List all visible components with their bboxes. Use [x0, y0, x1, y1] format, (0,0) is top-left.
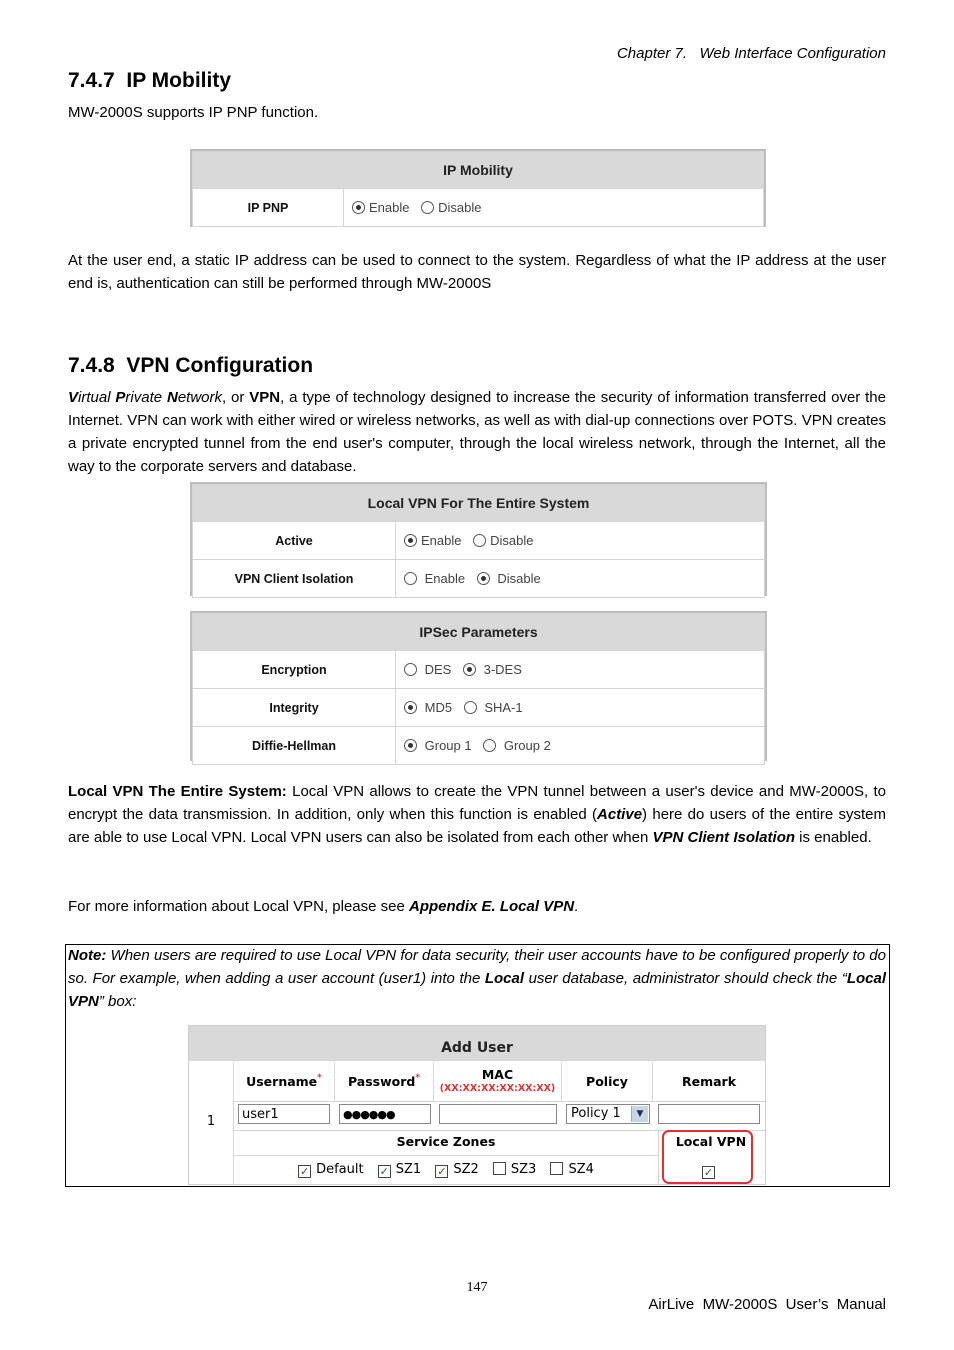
note-local: Local: [484, 970, 525, 987]
integrity-sha1-radio[interactable]: [464, 700, 523, 715]
required-star: *: [415, 1073, 421, 1083]
zone-label: SZ1: [395, 1162, 422, 1177]
dh-group1-radio[interactable]: [404, 738, 472, 753]
ip-mobility-panel-title: IP Mobility: [193, 152, 764, 189]
mac-input[interactable]: [439, 1104, 557, 1124]
vpn-intro-v: V: [68, 389, 79, 406]
integrity-label: Integrity: [193, 689, 396, 727]
radio-selected-icon: [404, 701, 417, 714]
password-input[interactable]: ●●●●●●: [339, 1104, 431, 1124]
col-policy-header: Policy: [562, 1062, 653, 1101]
vpn-intro-p: P: [115, 389, 126, 406]
zone-sz3-checkbox[interactable]: [493, 1162, 536, 1177]
ipsec-panel: [190, 611, 767, 761]
dh-group2-radio[interactable]: [483, 738, 551, 753]
local-vpn-description-isolation: VPN Client Isolation: [652, 829, 796, 846]
zone-label: Default: [316, 1162, 364, 1177]
local-vpn-label: Local VPN: [675, 1134, 747, 1149]
row-number: 1: [206, 1114, 216, 1129]
zone-label: SZ2: [453, 1162, 479, 1177]
radio-label: Disable: [497, 571, 541, 586]
appendix-reference-link: Appendix E. Local VPN: [409, 898, 575, 915]
encryption-options: [396, 651, 765, 689]
radio-label: DES: [424, 662, 452, 677]
checkbox-checked-icon: ✓: [379, 1165, 389, 1178]
radio-selected-icon: [477, 572, 490, 585]
col-remark-header: Remark: [681, 1074, 737, 1089]
radio-icon: [464, 701, 477, 714]
ip-pnp-options: [344, 189, 764, 227]
appendix-reference: [68, 895, 886, 918]
zone-label: SZ3: [510, 1162, 537, 1177]
col-password-label: Password: [347, 1074, 416, 1089]
local-vpn-panel-title: Local VPN For The Entire System: [193, 485, 765, 522]
encryption-3des-radio[interactable]: [463, 662, 522, 677]
remark-input[interactable]: [658, 1104, 760, 1124]
section-title-ip-mobility: 7.4.7 IP Mobility: [68, 69, 231, 92]
note-text-a: When users are required to use Local VPN for data security, their user accounts have to be configured properly to do so. For example, when adding a user account (user1) into the: [68, 947, 886, 987]
appendix-reference-text: For more information about Local VPN, please see: [68, 898, 410, 915]
vpn-intro-n: N: [166, 389, 178, 406]
checkbox-icon: [493, 1162, 506, 1175]
radio-selected-icon: [404, 534, 417, 547]
chevron-down-icon: ▼: [631, 1106, 648, 1122]
zone-default-checkbox[interactable]: [298, 1162, 364, 1177]
zone-label: SZ4: [568, 1162, 594, 1177]
local-vpn-highlight: [662, 1130, 753, 1184]
chapter-header: Chapter 7. Web Interface Configuration: [616, 45, 886, 62]
col-mac-header: [434, 1062, 562, 1101]
required-star: *: [317, 1073, 322, 1083]
vpn-intro-etwork: etwork: [177, 389, 222, 406]
add-user-title: Add User: [189, 1026, 765, 1061]
vpn-intro-rivate: rivate: [125, 389, 167, 406]
encryption-des-radio[interactable]: [404, 662, 451, 677]
local-vpn-description-a: Local VPN allows to create the VPN tunnel between a user's device and MW-2000S, to encrypt the data transmission. In addition, only when this function is enabled (: [68, 783, 886, 823]
active-disable-radio[interactable]: [473, 533, 533, 548]
policy-select[interactable]: [566, 1104, 650, 1124]
vpn-intro-rest: , a type of technology designed to increase the security of information transferred over the Internet. VPN can work with either wired or wireless networks, as well as with dial-up connections over POTS. VPN creates a private encrypted tunnel from the end user's computer, through the local wireless network, through the Internet, all the way to the corporate servers and database.: [68, 389, 886, 475]
diffie-hellman-label: Diffie-Hellman: [193, 727, 396, 765]
col-username-label: Username: [246, 1074, 318, 1089]
ip-pnp-enable-radio[interactable]: [352, 200, 409, 215]
note-text-b: user database, administrator should check the “: [524, 970, 847, 987]
radio-icon: [473, 534, 486, 547]
note-text-c: ” box:: [98, 993, 137, 1010]
note-lead: Note:: [68, 947, 107, 964]
local-vpn-panel: [190, 482, 767, 596]
radio-label: Group 1: [424, 738, 472, 753]
appendix-reference-end: .: [574, 898, 579, 915]
radio-label: Enable: [421, 533, 462, 548]
radio-label: Disable: [490, 533, 534, 548]
local-vpn-description-active: Active: [597, 806, 643, 823]
isolation-disable-radio[interactable]: [477, 571, 541, 586]
col-password-header: [335, 1062, 434, 1101]
radio-selected-icon: [404, 739, 417, 752]
radio-label: Enable: [369, 200, 410, 215]
col-mac-label: MAC: [481, 1067, 514, 1082]
ipsec-panel-title: IPSec Parameters: [193, 614, 765, 651]
zone-sz4-checkbox[interactable]: [550, 1162, 593, 1177]
ip-pnp-disable-radio[interactable]: [421, 200, 481, 215]
vpn-intro-irtual: irtual: [78, 389, 116, 406]
ip-mobility-panel: [190, 149, 766, 227]
active-label: Active: [193, 522, 396, 560]
vpn-intro-or: , or: [222, 389, 250, 406]
policy-select-value: Policy 1: [571, 1106, 621, 1121]
radio-label: Disable: [438, 200, 482, 215]
radio-icon: [404, 572, 417, 585]
checkbox-checked-icon: ✓: [703, 1166, 714, 1179]
isolation-enable-radio[interactable]: [404, 571, 465, 586]
integrity-md5-radio[interactable]: [404, 700, 452, 715]
radio-selected-icon: [463, 663, 476, 676]
client-isolation-options: [396, 560, 765, 598]
zone-sz1-checkbox[interactable]: [378, 1162, 421, 1177]
radio-icon: [404, 663, 417, 676]
section-title-vpn: 7.4.8 VPN Configuration: [68, 354, 314, 377]
ip-pnp-label: IP PNP: [193, 189, 344, 227]
active-enable-radio[interactable]: [404, 533, 461, 548]
manual-title: AirLive MW-2000S User’s Manual: [648, 1296, 886, 1313]
vpn-intro-vpn: VPN: [249, 389, 281, 406]
checkbox-checked-icon: ✓: [299, 1165, 310, 1178]
radio-icon: [483, 739, 496, 752]
checkbox-checked-icon: ✓: [437, 1165, 447, 1178]
radio-label: SHA-1: [484, 700, 523, 715]
encryption-label: Encryption: [193, 651, 396, 689]
active-options: [396, 522, 765, 560]
integrity-options: [396, 689, 765, 727]
local-vpn-description-lead: Local VPN The Entire System:: [68, 783, 287, 800]
checkbox-icon: [550, 1162, 563, 1175]
radio-icon: [421, 201, 434, 214]
service-zones-label: Service Zones: [396, 1134, 496, 1149]
username-input[interactable]: user1: [238, 1104, 330, 1124]
note-localvpn: Local VPN: [68, 970, 887, 1010]
col-mac-hint: (XX:XX:XX:XX:XX:XX): [439, 1083, 556, 1094]
note-text: [68, 944, 886, 1013]
ip-mobility-body: At the user end, a static IP address can be used to connect to the system. Regardless of what the IP address at the user end is, authentication can still be performed through MW-2000S: [68, 252, 886, 292]
radio-label: MD5: [424, 700, 453, 715]
zone-checkboxes: [234, 1156, 659, 1184]
col-username-header: [234, 1062, 335, 1101]
diffie-hellman-options: [396, 727, 765, 765]
vpn-intro: [68, 386, 886, 478]
radio-selected-icon: [352, 201, 365, 214]
local-vpn-description: [68, 780, 886, 849]
ip-mobility-intro: MW-2000S supports IP PNP function.: [68, 104, 319, 121]
radio-label: Group 2: [503, 738, 551, 753]
zone-sz2-checkbox[interactable]: [435, 1162, 478, 1177]
page-number: 147: [466, 1280, 488, 1295]
client-isolation-label: VPN Client Isolation: [193, 560, 396, 598]
local-vpn-description-b: ) here do users of the entire system are able to use Local VPN. Local VPN users can also be isolated from each other when: [68, 806, 886, 846]
radio-label: 3-DES: [483, 662, 522, 677]
radio-label: Enable: [424, 571, 466, 586]
add-user-panel: [188, 1025, 766, 1185]
local-vpn-description-c: is enabled.: [795, 829, 872, 846]
